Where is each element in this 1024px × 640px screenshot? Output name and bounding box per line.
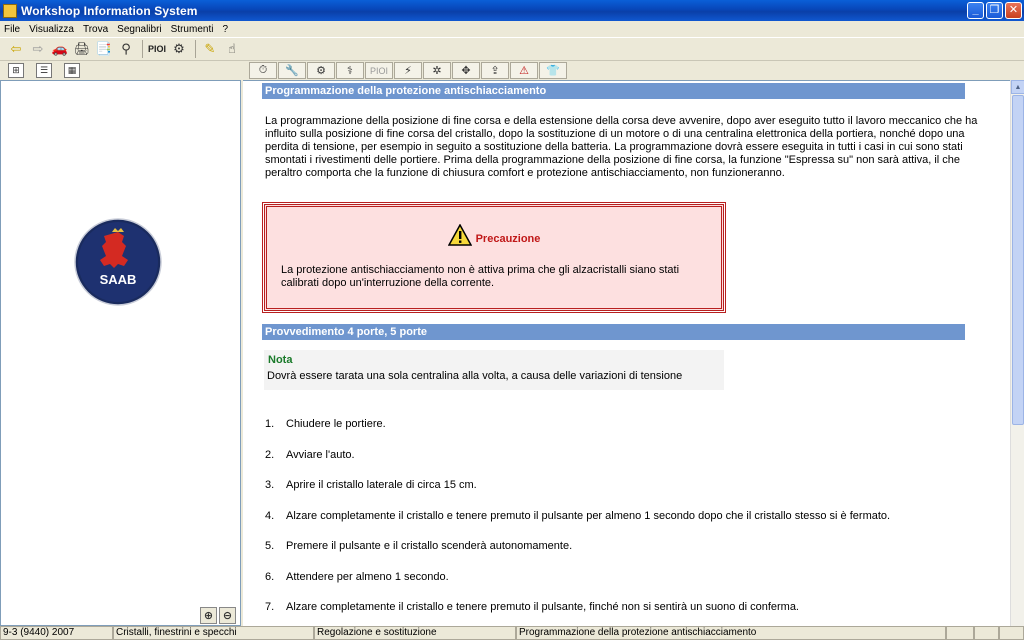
window-title: Workshop Information System	[21, 3, 198, 18]
pointer-icon[interactable]: ☝	[228, 41, 236, 56]
forward-arrow-icon[interactable]: ⇨	[32, 41, 44, 56]
step-item: 2. Avviare l'auto.	[265, 448, 355, 461]
wiring-icon[interactable]: ⚡	[394, 62, 422, 79]
caution-text: La protezione antischiacciamento non è attiva prima che gli alzacristalli siano stati calibrati dopo un'interruzione della corrente.	[281, 264, 680, 289]
status-bar	[0, 626, 1024, 640]
caution-title: Precauzione	[475, 233, 541, 245]
steps-list	[265, 418, 985, 626]
step-item: 7. Alzare completamente il cristallo e tenere premuto il pulsante, finché non si sentirà un suono di conferma.	[265, 601, 799, 613]
export-icon[interactable]: ⇪	[481, 62, 509, 79]
wrench-icon[interactable]: 🔧	[278, 62, 306, 79]
scroll-thumb[interactable]	[1012, 95, 1024, 425]
status-model: 9-3 (9440) 2007	[0, 626, 113, 640]
menu-trova[interactable]: Trova	[82, 23, 109, 35]
window-controls	[967, 2, 1022, 19]
warning-doc-icon[interactable]: ⚠	[510, 62, 538, 79]
car-icon[interactable]: 🚗	[51, 41, 69, 56]
status-page: Programmazione della protezione antischiacciamento	[516, 626, 946, 640]
note-title: Nota	[268, 354, 293, 366]
step-item: 4. Alzare completamente il cristallo e tenere premuto il pulsante per almeno 1 secondo dopo che il cristallo stesso si è fermato.	[265, 509, 891, 522]
document-content	[243, 80, 1010, 626]
menu-help[interactable]: ?	[222, 23, 229, 35]
zoom-out-icon[interactable]: ⊖	[219, 607, 236, 624]
diagnostics-icon[interactable]: ⚕	[336, 62, 364, 79]
tools-icon[interactable]: ⚙	[173, 41, 185, 56]
status-empty	[999, 626, 1024, 640]
document-search-icon[interactable]: 📑	[95, 41, 113, 56]
note-text: Dovrà essere tarata una sola centralina alla volta, a causa delle variazioni di tensione	[267, 370, 683, 382]
binoculars-icon[interactable]: ⚲	[121, 41, 131, 56]
close-button[interactable]: ✕	[1005, 2, 1022, 19]
back-arrow-icon[interactable]: ⇦	[10, 41, 22, 56]
vertical-scrollbar[interactable]	[1010, 80, 1024, 626]
content-toolbar	[245, 61, 1024, 80]
main-toolbar	[0, 37, 1024, 61]
pioi-button[interactable]: PIOI	[147, 44, 166, 54]
menu-file[interactable]: File	[4, 23, 21, 35]
app-icon	[3, 4, 17, 18]
step-item: 1. Chiudere le portiere.	[265, 418, 386, 430]
note-box	[264, 350, 724, 390]
step-item: 5. Premere il pulsante e il cristallo scenderà autonomamente.	[265, 540, 573, 552]
maximize-button[interactable]: ❐	[986, 2, 1003, 19]
parts-icon[interactable]: ⚙	[307, 62, 335, 79]
section-heading: Provvedimento 4 porte, 5 porte	[262, 324, 965, 340]
status-group: Cristalli, finestrini e specchi	[113, 626, 314, 640]
warning-icon	[448, 224, 472, 246]
timer-icon[interactable]: ⏱	[249, 62, 277, 79]
shirt-icon[interactable]: 👕	[539, 62, 567, 79]
zoom-controls	[200, 607, 236, 624]
caution-box	[264, 204, 724, 311]
print-icon[interactable]: 🖨	[73, 41, 91, 56]
minimize-button[interactable]: _	[967, 2, 984, 19]
page-title: Programmazione della protezione antischiacciamento	[262, 83, 965, 99]
saab-logo	[74, 218, 162, 306]
scroll-up-icon[interactable]: ▲	[1011, 80, 1024, 94]
toolbar-separator	[142, 40, 143, 58]
step-item: 3. Aprire il cristallo laterale di circa 15 cm.	[265, 479, 477, 491]
menu-segnalibri[interactable]: Segnalibri	[117, 23, 162, 35]
title-bar	[0, 0, 1024, 21]
intro-paragraph: La programmazione della posizione di fine corsa e della estensione della corsa deve avvenire, dopo aver eseguito tutto il lavoro meccanico che ha influito sulla posizione di fine corsa del cristallo, dopo la sostituzione di un motore o di una centralina elettronica della portiera, nonché dopo una perdita di tensione, per esempio in seguito a sostituzione della batteria. La programmazione dovrà essere eseguita in tutti i casi in cui sono stati smontati i rivestimenti delle portiere. Prima della programmazione della posizione di fine corsa, la funzione "Espressa su" non sarà attiva, il che peraltro comporta che la funzione di chiusura comfort e protezione antischiacciamento, non funzioneranno.	[265, 115, 978, 179]
ruler-icon[interactable]: ✎	[204, 41, 216, 56]
left-panel-tabs	[0, 61, 243, 80]
components-icon[interactable]: ✲	[423, 62, 451, 79]
move-icon[interactable]: ✥	[452, 62, 480, 79]
image-view-tab[interactable]: ▦	[64, 63, 80, 78]
tree-view-tab[interactable]: ⊞	[8, 63, 24, 78]
step-item: 6. Attendere per almeno 1 secondo.	[265, 570, 449, 583]
status-category: Regolazione e sostituzione	[314, 626, 516, 640]
menu-bar	[0, 21, 1024, 37]
svg-text:SAAB: SAAB	[99, 272, 137, 287]
menu-visualizza[interactable]: Visualizza	[29, 23, 74, 35]
status-empty	[974, 626, 999, 640]
toolbar-separator	[195, 40, 196, 58]
pioi-content-button[interactable]: PIOI	[365, 62, 393, 79]
left-panel	[0, 80, 241, 626]
zoom-in-icon[interactable]: ⊕	[200, 607, 217, 624]
status-empty	[946, 626, 974, 640]
list-view-tab[interactable]: ☰	[36, 63, 52, 78]
menu-strumenti[interactable]: Strumenti	[170, 23, 214, 35]
